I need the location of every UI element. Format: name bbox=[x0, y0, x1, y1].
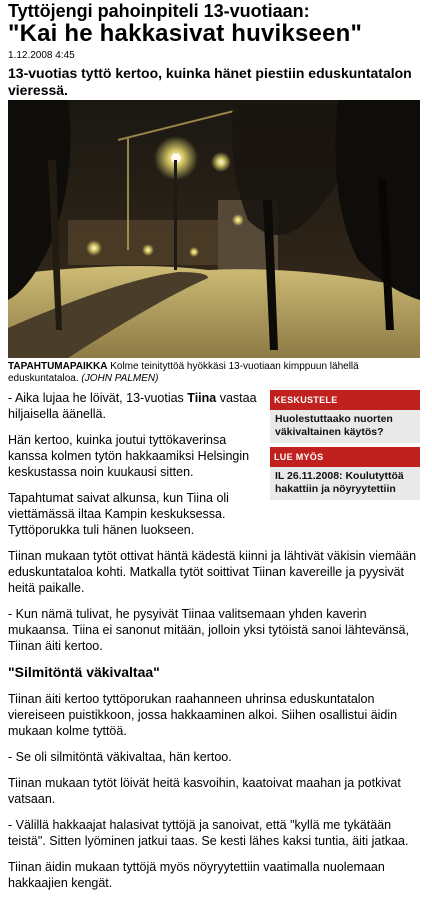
photo-caption bbox=[8, 361, 420, 385]
paragraph: Tapahtumat saivat alkunsa, kun Tiina oli viettämässä iltaa Kampin keskuksessa. Tyttöporukka tuli hänen luokseen. bbox=[8, 491, 229, 537]
paragraph: - Kun nämä tulivat, he pysyivät Tiinaa valitsemaan yhden kaverin mukaansa. Tiina ei sanonut mitään, jolloin yksi tytöistä sanoi lähtevänsä, Tiinan äiti kertoo. bbox=[8, 607, 409, 653]
paragraph: Tiinan äiti kertoo tyttöporukan raahanneen uhrinsa eduskuntatalon viereiseen puistikkoon, jossa hakkaaminen alkoi. Siihen osallistui äidin mukaan kolme tyttöä. bbox=[8, 692, 398, 738]
read-also-label: LUE MYÖS bbox=[270, 447, 420, 467]
discuss-link[interactable]: Huolestuttaako nuorten väkivaltainen käytös? bbox=[275, 413, 393, 438]
article-kicker: Tyttöjengi pahoinpiteli 13-vuotiaan: bbox=[8, 1, 310, 21]
paragraph: Hän kertoo, kuinka joutui tyttökaverinsa kanssa kolmen tytön hakkaamiksi Helsingin keskustassa noin kuukausi sitten. bbox=[8, 433, 250, 479]
caption-text: Kolme teinityttöä hyökkäsi 13-vuotiaan kimppuun lähellä eduskuntataloa. bbox=[8, 361, 359, 384]
discuss-item bbox=[270, 410, 420, 443]
person-name: Tiina bbox=[187, 391, 217, 405]
sidebar-box bbox=[270, 390, 420, 504]
read-also-item bbox=[270, 467, 420, 500]
article-lead: 13-vuotias tyttö kertoo, kuinka hänet piestiin eduskuntatalon vieressä. bbox=[8, 65, 412, 98]
paragraph: Tiinan mukaan tytöt löivät heitä kasvoihin, kaatoivat maahan ja potkivat vatsaan. bbox=[8, 776, 401, 806]
article-photo bbox=[8, 100, 420, 358]
paragraph: Tiinan äidin mukaan tyttöjä myös nöyryytettiin vaatimalla nuolemaan hakkaajien kengät. bbox=[8, 860, 385, 890]
subheading: "Silmitöntä väkivaltaa" bbox=[8, 664, 160, 680]
caption-tag: TAPAHTUMAPAIKKA bbox=[8, 361, 108, 372]
article-body bbox=[8, 390, 420, 901]
paragraph: Tiinan mukaan tytöt ottivat häntä kädestä kiinni ja lähtivät väkisin viemään eduskuntataloa kohti. Matkalla tytöt soittivat Tiinan kavereille ja pyysivät heitä paikalle. bbox=[8, 549, 417, 595]
paragraph: - Se oli silmitöntä väkivaltaa, hän kertoo. bbox=[8, 750, 232, 764]
discuss-label: KESKUSTELE bbox=[270, 390, 420, 410]
read-also-link[interactable]: IL 26.11.2008: Koulutyttöä hakattiin ja nöyryytettiin bbox=[275, 470, 404, 495]
paragraph-text: vastaa hiljaisella äänellä. bbox=[8, 391, 257, 421]
article-date: 1.12.2008 4:45 bbox=[8, 50, 75, 61]
article-headline: "Kai he hakkasivat huvikseen" bbox=[8, 20, 363, 47]
paragraph-text: - Aika lujaa he löivät, 13-vuotias bbox=[8, 391, 188, 405]
paragraph: - Välillä hakkaajat halasivat tyttöjä ja sanoivat, että "kyllä me tykätään teistä". Sitten lyöminen jatkui taas. Se kesti lähes kaksi tuntia, äiti jatkaa. bbox=[8, 818, 409, 848]
photo-credit: (JOHN PALMEN) bbox=[81, 373, 159, 384]
